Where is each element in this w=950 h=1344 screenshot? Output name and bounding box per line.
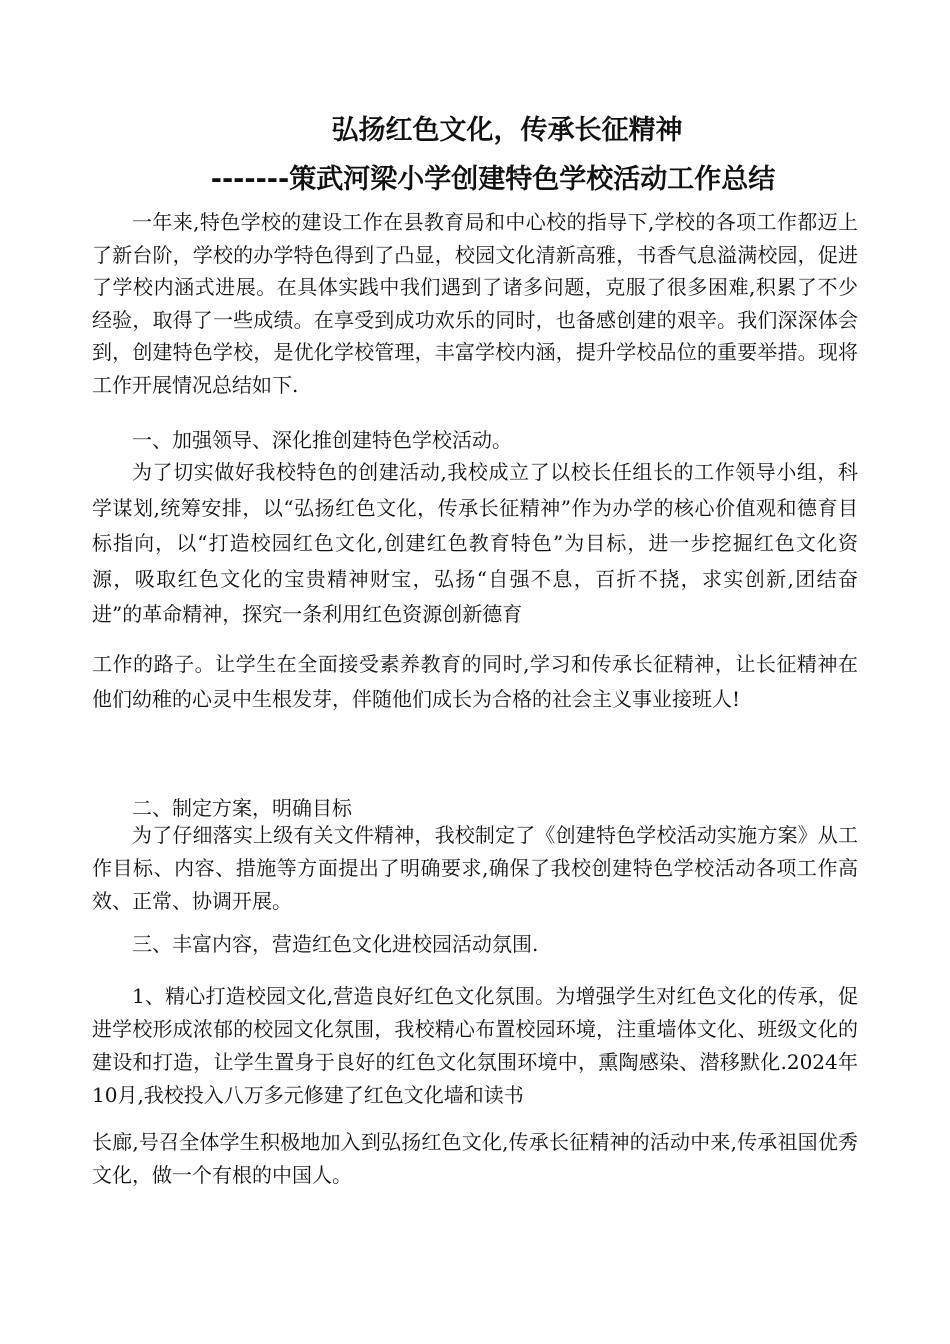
section-1-paragraph	[92, 455, 858, 718]
section-3-item-1-paragraph	[92, 980, 858, 1192]
section-heading-2: 二、制定方案，明确目标	[132, 796, 352, 820]
section-heading-1: 一、加强领导、深化推创建特色学校活动。	[132, 428, 512, 452]
document-title: 弘扬红色文化，传承长征精神	[331, 115, 683, 146]
section-3-item-1-part-1: 1、精心打造校园文化,营造良好红色文化氛围。为增强学生对红色文化的传承，促进学校形成浓郁的校园文化氛围，我校精心布置校园环境，注重墙体文化、班级文化的建设和打造，让学生置身于良好的红色文化氛围环境中，熏陶感染、潜移默化.2024年10月,我校投入八万多元修建了红色文化墙和读书	[92, 984, 858, 1107]
paragraph-spacer	[92, 1112, 858, 1126]
document-subtitle: -------策武河梁小学创建特色学校活动工作总结	[210, 164, 776, 195]
section-heading-3: 三、丰富内容，营造红色文化进校园活动氛围.	[132, 932, 539, 956]
paragraph-spacer	[92, 633, 858, 647]
section-2-paragraph: 为了仔细落实上级有关文件精神，我校制定了《创建特色学校活动实施方案》从工作目标、内容、措施等方面提出了明确要求,确保了我校创建特色学校活动各项工作高效、正常、协调开展。	[92, 823, 858, 913]
section-1-paragraph-part-2: 工作的路子。让学生在全面接受素养教育的同时,学习和传承长征精神，让长征精神在他们幼稚的心灵中生根发芽，伴随他们成长为合格的社会主义事业接班人!	[92, 651, 858, 711]
section-1-paragraph-part-1: 为了切实做好我校特色的创建活动,我校成立了以校长任组长的工作领导小组，科学谋划,统筹安排，以“弘扬红色文化，传承长征精神”作为办学的核心价值观和德育目标指向，以“打造校园红色文化,创建红色教育特色”为目标，进一步挖掘红色文化资源，吸取红色文化的宝贵精神财宝，弘扬“自强不息，百折不挠，求实创新,团结奋进”的革命精神，探究一条利用红色资源创新德育	[92, 460, 858, 626]
intro-paragraph: 一年来,特色学校的建设工作在县教育局和中心校的指导下,学校的各项工作都迈上了新台阶，学校的办学特色得到了凸显，校园文化清新高雅，书香气息溢满校园，促进了学校内涵式进展。在具体实践中我们遇到了诸多问题，克服了很多困难,积累了不少经验，取得了一些成绩。在享受到成功欢乐的同时，也备感创建的艰辛。我们深深体会到，创建特色学校，是优化学校管理，丰富学校内涵，提升学校品位的重要举措。现将工作开展情况总结如下.	[92, 210, 858, 397]
section-3-item-1-part-2: 长廊,号召全体学生积极地加入到弘扬红色文化,传承长征精神的活动中来,传承祖国优秀文化，做一个有根的中国人。	[92, 1130, 858, 1187]
